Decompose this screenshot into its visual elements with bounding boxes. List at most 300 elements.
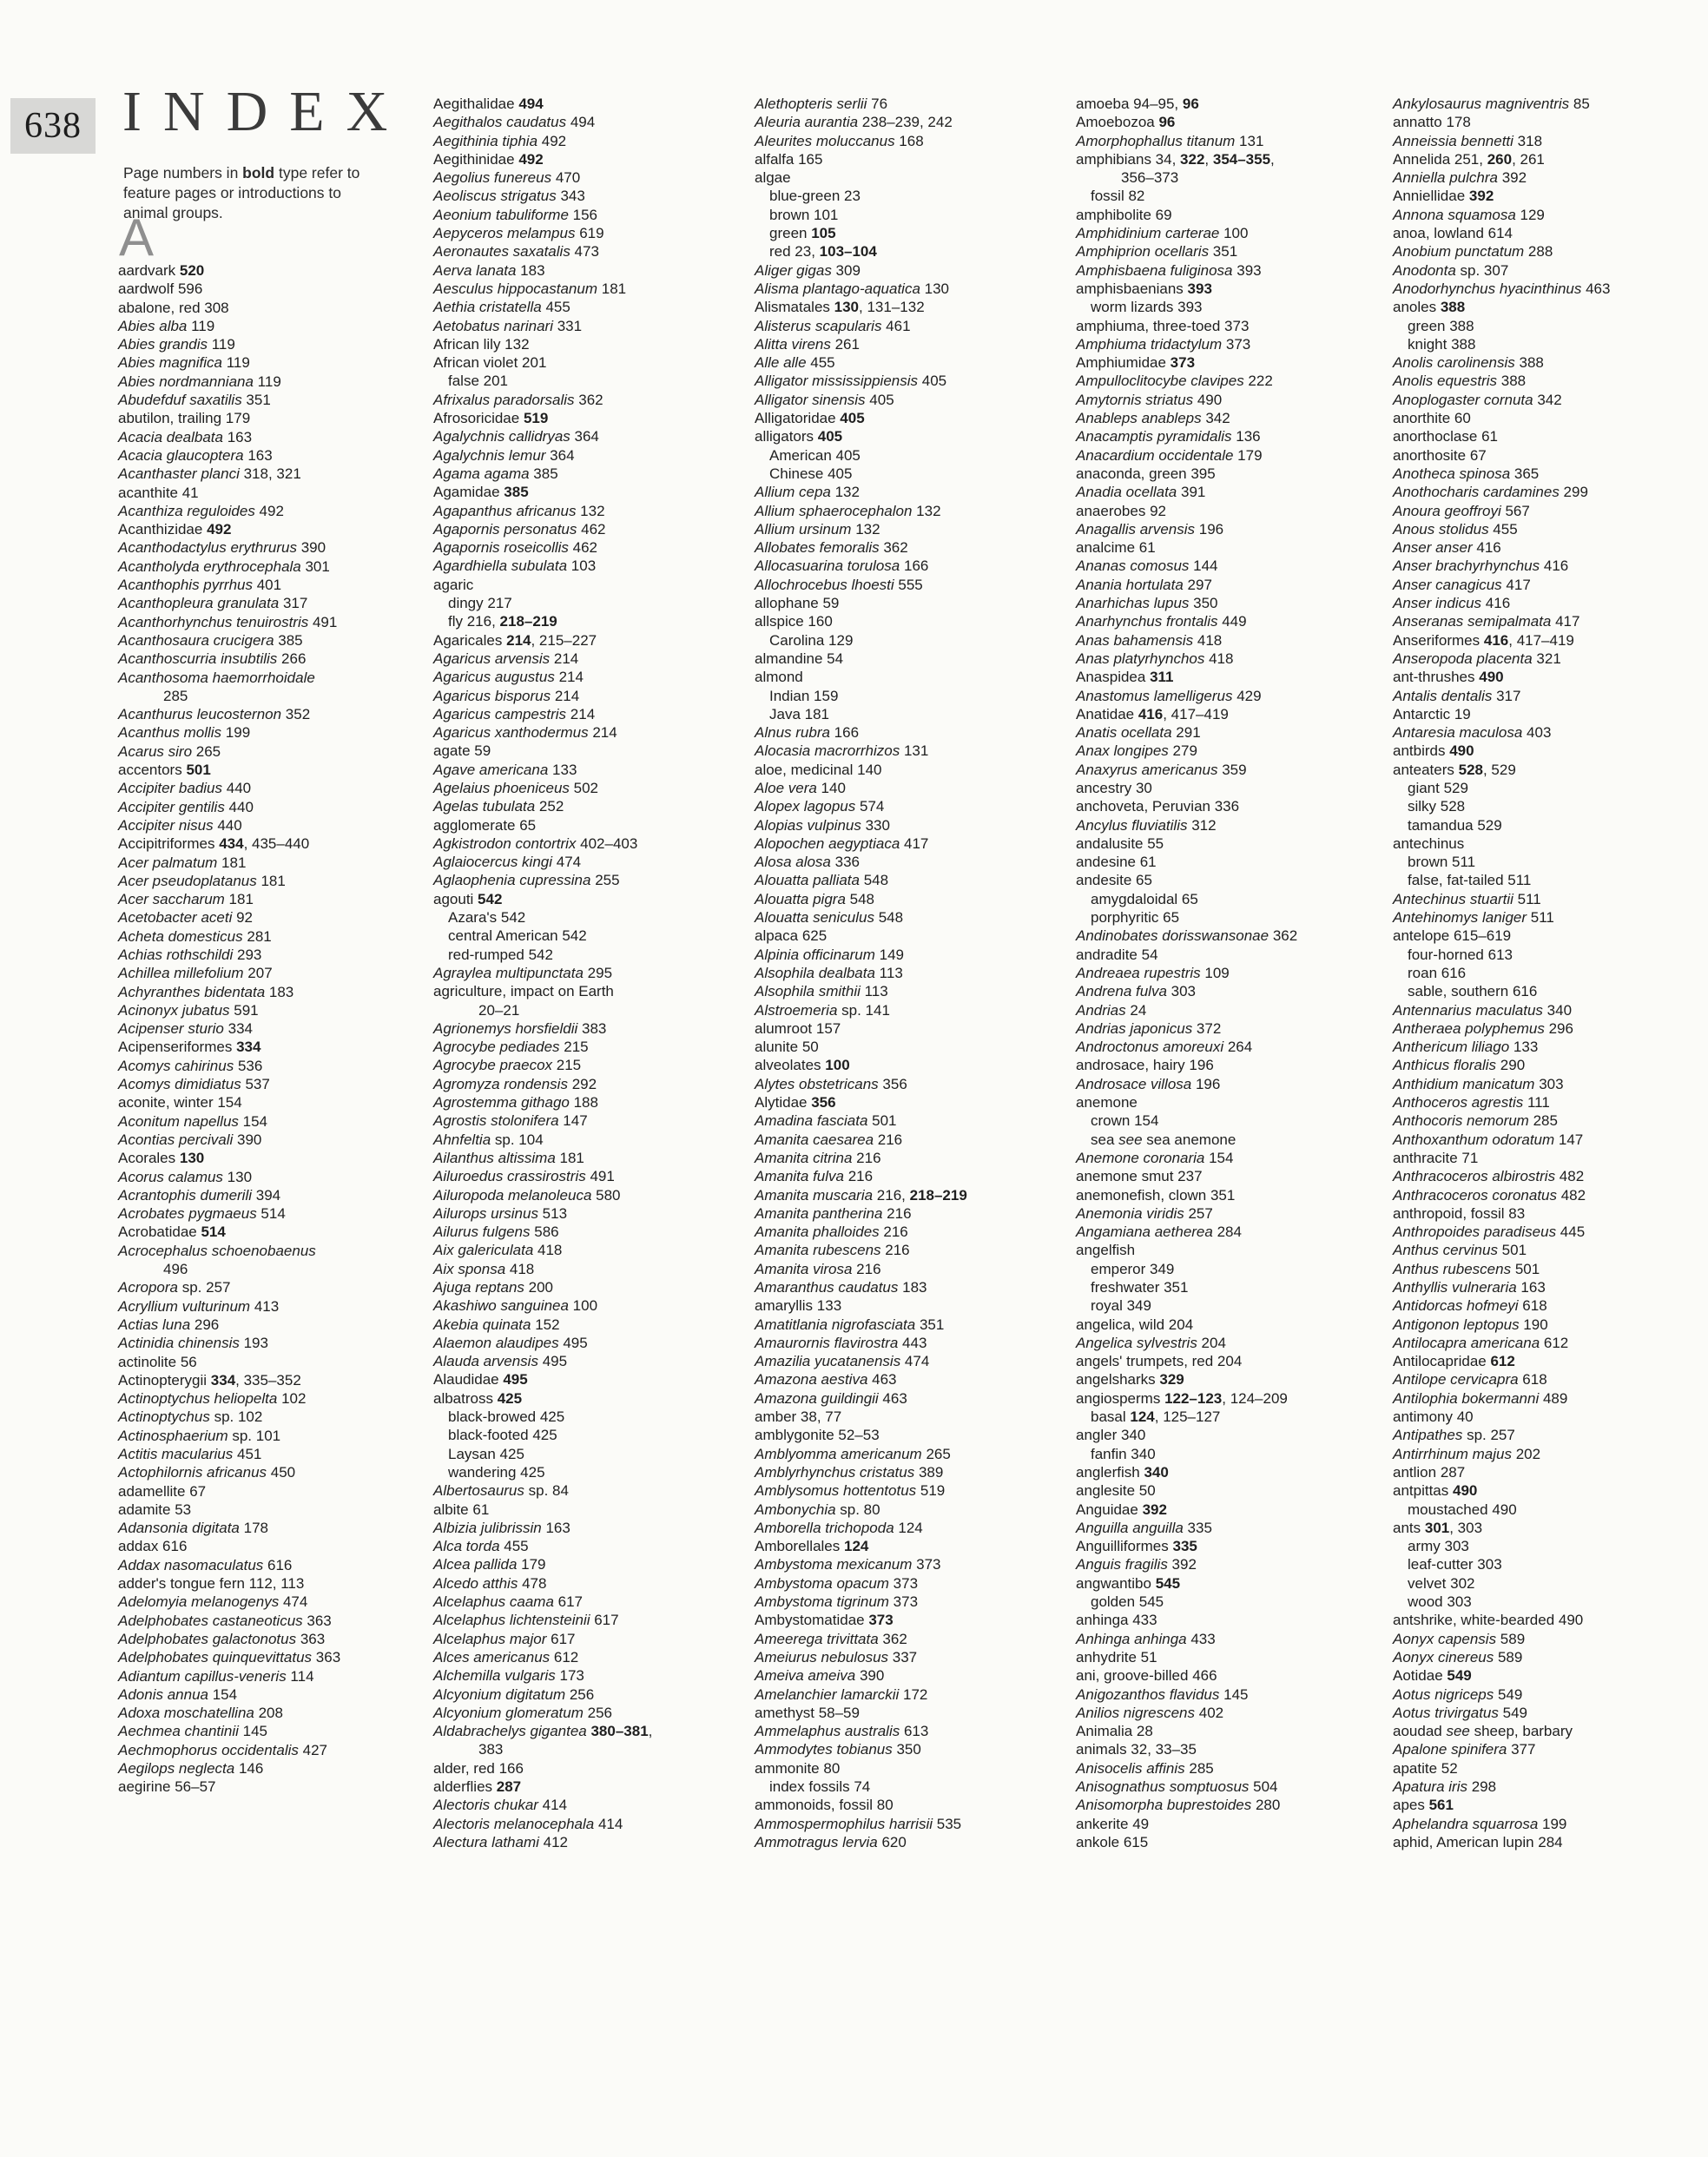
index-entry: Anthocoris nemorum 285	[1393, 1112, 1558, 1130]
page-number-badge	[10, 98, 96, 154]
index-entry: anhydrite 51	[1076, 1648, 1157, 1666]
index-entry: freshwater 351	[1091, 1279, 1189, 1296]
index-entry: Anaxyrus americanus 359	[1076, 761, 1247, 778]
index-entry: Antarctic 19	[1393, 705, 1471, 722]
index-entry: crown 154	[1091, 1112, 1159, 1130]
index-entry: Ampulloclitocybe clavipes 222	[1076, 373, 1273, 390]
index-entry: Ambystoma mexicanum 373	[755, 1556, 941, 1573]
index-entry: sea see sea anemone	[1091, 1131, 1236, 1148]
index-entry: Alocasia macrorrhizos 131	[755, 742, 929, 760]
index-entry: Agama agama 385	[433, 465, 558, 482]
index-entry: ant-thrushes 490	[1393, 669, 1504, 686]
index-entry: Androctonus amoreuxi 264	[1076, 1039, 1253, 1056]
index-entry: Acer pseudoplatanus 181	[118, 872, 286, 889]
index-entry: Aethia cristatella 455	[433, 299, 570, 316]
index-entry: Adansonia digitata 178	[118, 1520, 268, 1537]
index-entry: Actinoptychus sp. 102	[118, 1408, 263, 1426]
index-entry: adamellite 67	[118, 1482, 207, 1500]
index-entry: Amanita phalloides 216	[755, 1224, 908, 1241]
index-entry: Amborella trichopoda 124	[755, 1519, 923, 1536]
index-entry: anemonefish, clown 351	[1076, 1186, 1236, 1204]
index-entry: Adelphobates castaneoticus 363	[118, 1612, 332, 1629]
index-entry: Agalychnis lemur 364	[433, 446, 575, 464]
index-entry: ankerite 49	[1076, 1815, 1150, 1832]
index-entry: Anas bahamensis 418	[1076, 631, 1223, 649]
index-entry: Agardhiella subulata 103	[433, 557, 597, 575]
index-entry: Abies magnifica 119	[118, 354, 250, 372]
index-entry: Anseropoda placenta 321	[1393, 650, 1561, 667]
index-entry: Actophilornis africanus 450	[118, 1464, 296, 1481]
index-entry: Actinidia chinensis 193	[118, 1335, 268, 1352]
index-entry: Anous stolidus 455	[1393, 520, 1518, 538]
index-entry: 356–373	[1121, 169, 1179, 187]
index-column-1	[118, 261, 432, 1797]
index-entry: Alcedo atthis 478	[433, 1574, 547, 1592]
index-entry: addax 616	[118, 1538, 188, 1555]
index-entry: Aeonium tabuliforme 156	[433, 206, 598, 223]
index-entry: anteaters 528, 529	[1393, 761, 1516, 778]
index-entry: Acrobates pygmaeus 514	[118, 1205, 286, 1223]
index-entry: Ameiva ameiva 390	[755, 1667, 885, 1685]
index-entry: albite 61	[433, 1501, 490, 1518]
index-entry: Akashiwo sanguinea 100	[433, 1297, 598, 1315]
index-entry: Alaudidae 495	[433, 1371, 528, 1389]
index-entry: Alsophila smithii 113	[755, 983, 888, 1000]
index-entry: Amadina fasciata 501	[755, 1112, 897, 1130]
index-entry: royal 349	[1091, 1297, 1151, 1315]
index-entry: amphibolite 69	[1076, 206, 1172, 223]
index-entry: black-browed 425	[448, 1408, 565, 1426]
index-entry: Agalychnis callidryas 364	[433, 428, 599, 445]
index-entry: Amelanchier lamarckii 172	[755, 1685, 928, 1703]
index-entry: Antigonon leptopus 190	[1393, 1316, 1548, 1333]
index-entry: Acomys cahirinus 536	[118, 1057, 263, 1074]
index-entry: apatite 52	[1393, 1759, 1458, 1777]
index-entry: Angamiana aetherea 284	[1076, 1224, 1242, 1241]
index-entry: Agapornis roseicollis 462	[433, 539, 597, 557]
index-entry: Aerva lanata 183	[433, 261, 545, 279]
index-entry: agaric	[433, 576, 474, 593]
index-entry: Antilophia bokermanni 489	[1393, 1389, 1568, 1407]
index-entry: Adonis annua 154	[118, 1685, 238, 1703]
index-entry: Allochrocebus lhoesti 555	[755, 576, 923, 593]
index-entry: anorthoclase 61	[1393, 428, 1498, 445]
index-entry: Abies nordmanniana 119	[118, 373, 281, 390]
index-entry: Acanthus mollis 199	[118, 724, 251, 742]
index-entry: Anguilla anguilla 335	[1076, 1519, 1212, 1536]
index-entry: anthropoid, fossil 83	[1393, 1204, 1526, 1222]
index-entry: ants 301, 303	[1393, 1519, 1483, 1536]
index-entry: angels' trumpets, red 204	[1076, 1353, 1243, 1370]
index-entry: angwantibo 545	[1076, 1574, 1181, 1592]
index-entry: Aliger gigas 309	[755, 261, 861, 279]
index-entry: amber 38, 77	[755, 1408, 842, 1426]
intro-note: Page numbers in bold type refer to feature pages or introductions to animal groups.	[123, 164, 360, 221]
index-entry: Antidorcas hofmeyi 618	[1393, 1297, 1547, 1315]
index-entry: Acorales 130	[118, 1150, 205, 1167]
index-entry: Agrocybe praecox 215	[433, 1057, 582, 1074]
index-entry: Alligatoridae 405	[755, 410, 865, 427]
index-entry: blue-green 23	[769, 188, 861, 205]
index-entry: ani, groove-billed 466	[1076, 1667, 1217, 1685]
index-entry: analcime 61	[1076, 539, 1156, 557]
index-entry: Agrostis stolonifera 147	[433, 1112, 588, 1130]
index-entry: alumroot 157	[755, 1019, 841, 1037]
index-entry: velvet 302	[1408, 1574, 1475, 1592]
index-entry: Addax nasomaculatus 616	[118, 1556, 293, 1573]
index-entry: Anthus rubescens 501	[1393, 1260, 1540, 1277]
index-entry: Acropora sp. 257	[118, 1279, 231, 1296]
page-number: 638	[24, 106, 82, 146]
index-entry: Anser indicus 416	[1393, 595, 1511, 612]
index-entry: Aesculus hippocastanum 181	[433, 280, 627, 297]
index-entry: Alca torda 455	[433, 1538, 529, 1555]
index-entry: brown 511	[1408, 854, 1476, 871]
index-entry: Aglaophenia cupressina 255	[433, 872, 620, 889]
index-entry: Alopochen aegyptiaca 417	[755, 834, 929, 852]
index-entry: Anthropoides paradiseus 445	[1393, 1224, 1586, 1241]
index-entry: Agaricus arvensis 214	[433, 650, 579, 667]
index-entry: antelope 615–619	[1393, 927, 1512, 945]
index-entry: antimony 40	[1393, 1408, 1474, 1426]
index-entry: Alnus rubra 166	[755, 724, 860, 742]
index-entry: alligators 405	[755, 428, 843, 445]
index-entry: Anarhynchus frontalis 449	[1076, 613, 1247, 630]
index-entry: red-rumped 542	[448, 946, 553, 963]
index-entry: American 405	[769, 446, 861, 464]
index-entry: Aotus nigriceps 549	[1393, 1685, 1523, 1703]
index-entry: Alectoris melanocephala 414	[433, 1815, 623, 1832]
index-entry: antpittas 490	[1393, 1482, 1478, 1500]
index-entry: Allocasuarina torulosa 166	[755, 557, 929, 575]
index-entry: Azara's 542	[448, 909, 526, 927]
index-entry: Anthracoceros albirostris 482	[1393, 1168, 1585, 1185]
index-entry: Andrena fulva 303	[1076, 983, 1196, 1000]
index-entry: porphyritic 65	[1091, 909, 1180, 927]
index-entry: Agrionemys horsfieldii 383	[433, 1019, 607, 1037]
index-entry: Angelica sylvestris 204	[1076, 1334, 1226, 1351]
index-entry: Anisocelis affinis 285	[1076, 1759, 1214, 1777]
index-entry: Antechinus stuartii 511	[1393, 890, 1541, 907]
index-entry: Antilope cervicapra 618	[1393, 1371, 1547, 1389]
index-entry: Alouatta seniculus 548	[755, 909, 904, 927]
index-entry: dingy 217	[448, 595, 512, 612]
index-entry: Achillea millefolium 207	[118, 965, 273, 982]
index-entry: Alchemilla vulgaris 173	[433, 1667, 584, 1685]
index-entry: Chinese 405	[769, 465, 853, 482]
index-entry: Anacardium occidentale 179	[1076, 446, 1263, 464]
index-entry: Allium sphaerocephalon 132	[755, 502, 941, 519]
index-entry: Aconitum napellus 154	[118, 1112, 268, 1130]
index-entry: Ailanthus altissima 181	[433, 1149, 584, 1166]
index-entry: Agromyza rondensis 292	[433, 1075, 597, 1092]
index-entry: angiosperms 122–123, 124–209	[1076, 1389, 1288, 1407]
index-entry: Amaurornis flavirostra 443	[755, 1334, 927, 1351]
index-entry: Antalis dentalis 317	[1393, 687, 1521, 704]
index-entry: Ananas comosus 144	[1076, 557, 1218, 575]
index-entry: antbirds 490	[1393, 742, 1474, 760]
index-entry: Alcelaphus caama 617	[433, 1593, 584, 1611]
index-entry: Acarus siro 265	[118, 742, 221, 760]
index-entry: angelfish	[1076, 1242, 1136, 1259]
index-entry: Amanita muscaria 216, 218–219	[755, 1186, 967, 1204]
index-entry: ancestry 30	[1076, 779, 1152, 796]
index-entry: Amoebozoa 96	[1076, 114, 1176, 131]
index-entry: Ameerega trivittata 362	[755, 1630, 907, 1647]
index-entry: amethyst 58–59	[755, 1704, 860, 1721]
index-entry: Anniellidae 392	[1393, 188, 1494, 205]
index-entry: antlion 287	[1393, 1463, 1466, 1481]
index-entry: Ahnfeltia sp. 104	[433, 1131, 544, 1148]
index-entry: Amanita virosa 216	[755, 1260, 881, 1277]
index-entry: Anniella pulchra 392	[1393, 169, 1527, 187]
index-entry: Allium ursinum 132	[755, 520, 880, 538]
index-entry: Acer palmatum 181	[118, 854, 247, 871]
index-entry: Andrias japonicus 372	[1076, 1019, 1222, 1037]
index-entry: Ameiurus nebulosus 337	[755, 1648, 918, 1666]
index-entry: Anguilliformes 335	[1076, 1538, 1197, 1555]
index-entry: index fossils 74	[769, 1778, 871, 1796]
index-entry: Abudefduf saxatilis 351	[118, 392, 271, 409]
index-entry: fossil 82	[1091, 188, 1145, 205]
index-entry: Aechmophorus occidentalis 427	[118, 1741, 327, 1758]
index-entry: Anser brachyrhynchus 416	[1393, 557, 1569, 575]
index-entry: leaf-cutter 303	[1408, 1556, 1502, 1573]
index-entry: Anotheca spinosa 365	[1393, 465, 1540, 482]
index-entry: anglesite 50	[1076, 1482, 1156, 1500]
index-entry: adamite 53	[118, 1501, 192, 1518]
index-entry: angler 340	[1076, 1427, 1146, 1444]
index-entry: Accipiter nisus 440	[118, 816, 242, 834]
index-entry: Antilocapridae 612	[1393, 1353, 1515, 1370]
index-entry: Anthericum liliago 133	[1393, 1039, 1539, 1056]
index-entry: Antipathes sp. 257	[1393, 1427, 1515, 1444]
index-entry: four-horned 613	[1408, 946, 1513, 963]
index-entry: andesite 65	[1076, 872, 1152, 889]
index-entry: Agaricus augustus 214	[433, 669, 584, 686]
index-entry: Agelaius phoeniceus 502	[433, 779, 598, 796]
index-entry: adder's tongue fern 112, 113	[118, 1575, 305, 1593]
index-entry: Aix sponsa 418	[433, 1260, 535, 1277]
index-entry: anoles 388	[1393, 299, 1466, 316]
index-entry: 383	[478, 1741, 504, 1758]
index-entry: fanfin 340	[1091, 1445, 1156, 1462]
index-entry: Anadia ocellata 391	[1076, 484, 1206, 501]
index-entry: Amanita fulva 216	[755, 1168, 874, 1185]
index-entry: red 23, 103–104	[769, 243, 877, 261]
index-entry: albatross 425	[433, 1389, 523, 1407]
index-entry: Anolis carolinensis 388	[1393, 354, 1544, 372]
index-entry: ammonoids, fossil 80	[755, 1797, 894, 1814]
index-entry: Amphiumidae 373	[1076, 354, 1196, 372]
index-entry: algae	[755, 169, 791, 187]
page-title: INDEX	[122, 80, 410, 143]
index-entry: Anaspidea 311	[1076, 669, 1174, 686]
index-column-2	[433, 95, 748, 1851]
index-entry: Amazilia yucatanensis 474	[755, 1353, 930, 1370]
index-entry: antechinus	[1393, 834, 1465, 852]
index-entry: 285	[163, 687, 188, 704]
index-entry: Allobates femoralis 362	[755, 539, 908, 557]
index-entry: Agapanthus africanus 132	[433, 502, 605, 519]
index-entry: Agrocybe pediades 215	[433, 1039, 589, 1056]
index-entry: aardwolf 596	[118, 280, 203, 298]
index-entry: andradite 54	[1076, 946, 1158, 963]
index-entry: fly 216, 218–219	[448, 613, 557, 630]
index-entry: Alligator mississippiensis 405	[755, 373, 947, 390]
index-entry: Ailurops ursinus 513	[433, 1204, 568, 1222]
index-entry: Amanita rubescens 216	[755, 1242, 910, 1259]
index-entry: Amanita pantherina 216	[755, 1204, 912, 1222]
index-entry: alder, red 166	[433, 1759, 524, 1777]
index-entry: Afrosoricidae 519	[433, 410, 549, 427]
index-entry: alfalfa 165	[755, 150, 823, 168]
index-entry: Alcyonium glomeratum 256	[433, 1704, 612, 1721]
index-entry: Ambystoma tigrinum 373	[755, 1593, 919, 1611]
index-entry: Alopex lagopus 574	[755, 798, 885, 815]
index-entry: Ailurus fulgens 586	[433, 1224, 559, 1241]
index-entry: Agaricus bisporus 214	[433, 687, 580, 704]
index-entry: Animalia 28	[1076, 1723, 1153, 1740]
index-entry: basal 124, 125–127	[1091, 1408, 1221, 1426]
index-entry: emperor 349	[1091, 1260, 1175, 1277]
index-entry: Amatitlania nigrofasciata 351	[755, 1316, 945, 1333]
index-entry: Acanthaster planci 318, 321	[118, 465, 301, 483]
index-entry: Anser anser 416	[1393, 539, 1501, 557]
index-entry: green 105	[769, 225, 836, 242]
index-entry: Adelomyia melanogenys 474	[118, 1593, 308, 1611]
index-entry: Actinosphaerium sp. 101	[118, 1427, 281, 1444]
index-entry: Achias rothschildi 293	[118, 946, 262, 963]
index-entry: aoudad see sheep, barbary	[1393, 1723, 1573, 1740]
index-entry: Accipiter badius 440	[118, 780, 252, 797]
index-entry: Ambystoma opacum 373	[755, 1574, 919, 1592]
index-entry: Antirrhinum majus 202	[1393, 1445, 1541, 1462]
index-entry: Amytornis striatus 490	[1076, 391, 1223, 408]
index-entry: Aegithalidae 494	[433, 96, 544, 112]
index-entry: Aegithinia tiphia 492	[433, 132, 567, 149]
index-entry: black-footed 425	[448, 1427, 557, 1444]
index-entry: Ailuroedus crassirostris 491	[433, 1168, 615, 1185]
index-entry: Alcea pallida 179	[433, 1556, 546, 1573]
index-entry: knight 388	[1408, 335, 1476, 353]
index-entry: Acanthizidae 492	[118, 521, 232, 538]
index-entry: Acacia dealbata 163	[118, 428, 253, 445]
index-entry: Agelas tubulata 252	[433, 798, 564, 815]
index-entry: angelica, wild 204	[1076, 1316, 1194, 1333]
index-entry: Anthicus floralis 290	[1393, 1057, 1526, 1074]
index-entry: antshrike, white-bearded 490	[1393, 1612, 1584, 1629]
index-entry: androsace, hairy 196	[1076, 1057, 1214, 1074]
index-entry: agouti 542	[433, 890, 503, 907]
index-entry: Amborellales 124	[755, 1538, 869, 1555]
index-entry: Acontias percivali 390	[118, 1131, 262, 1148]
index-entry: roan 616	[1408, 964, 1467, 981]
index-entry: Aphelandra squarrosa 199	[1393, 1815, 1567, 1832]
index-entry: Aix galericulata 418	[433, 1242, 563, 1259]
index-entry: Anisomorpha buprestoides 280	[1076, 1797, 1281, 1814]
index-entry: Anarhichas lupus 350	[1076, 595, 1218, 612]
index-entry: Actitis macularius 451	[118, 1446, 262, 1462]
index-column-3	[755, 95, 1069, 1851]
index-entry: Amphidinium carterae 100	[1076, 225, 1249, 242]
index-entry: abalone, red 308	[118, 299, 229, 316]
index-entry: almandine 54	[755, 650, 844, 667]
index-entry: Antehinomys laniger 511	[1393, 909, 1554, 927]
index-entry: Anthoxanthum odoratum 147	[1393, 1131, 1584, 1148]
index-entry: Actinopterygii 334, 335–352	[118, 1371, 301, 1389]
index-entry: Anoura geoffroyi 567	[1393, 502, 1530, 519]
index-entry: Anacamptis pyramidalis 136	[1076, 428, 1261, 445]
index-entry: Alectura lathami 412	[433, 1833, 568, 1850]
index-entry: Aepyceros melampus 619	[433, 225, 604, 242]
index-column-5	[1393, 95, 1704, 1851]
index-column-4	[1076, 95, 1390, 1851]
index-entry: Agaricus xanthodermus 214	[433, 724, 617, 742]
index-entry: Albizia julibrissin 163	[433, 1519, 570, 1536]
index-entry: Acanthoscurria insubtilis 266	[118, 650, 307, 668]
index-entry: Anguidae 392	[1076, 1501, 1167, 1518]
index-entry: anaconda, green 395	[1076, 465, 1216, 482]
index-entry: Ambystomatidae 373	[755, 1612, 894, 1629]
index-entry: Amazona aestiva 463	[755, 1371, 897, 1389]
index-entry: amblygonite 52–53	[755, 1427, 880, 1444]
index-entry: army 303	[1408, 1538, 1469, 1555]
index-entry: amphiuma, three-toed 373	[1076, 317, 1250, 334]
index-entry: Anodorhynchus hyacinthinus 463	[1393, 280, 1611, 297]
index-entry: false 201	[448, 373, 508, 390]
index-entry: Apalone spinifera 377	[1393, 1741, 1536, 1758]
index-entry: anoa, lowland 614	[1393, 225, 1513, 242]
index-entry: anemone smut 237	[1076, 1168, 1203, 1185]
index-entry: Anhinga anhinga 433	[1076, 1630, 1216, 1647]
index-entry: Agaricales 214, 215–227	[433, 631, 597, 649]
index-entry: Amblyomma americanum 265	[755, 1445, 951, 1462]
index-entry: Acanthiza reguloides 492	[118, 502, 284, 519]
index-entry: animals 32, 33–35	[1076, 1741, 1197, 1758]
index-entry: Adiantum capillus-veneris 114	[118, 1667, 314, 1685]
index-entry: Anisognathus somptuosus 504	[1076, 1778, 1278, 1796]
index-entry: Anneissia bennetti 318	[1393, 132, 1543, 149]
index-entry: 496	[163, 1261, 188, 1278]
index-entry: angelsharks 329	[1076, 1371, 1184, 1389]
index-entry: Andinobates dorisswansonae 362	[1076, 927, 1298, 945]
index-entry: Aonyx cinereus 589	[1393, 1648, 1523, 1666]
index-entry: Alaemon alaudipes 495	[433, 1334, 588, 1351]
index-entry: tamandua 529	[1408, 816, 1502, 834]
index-entry: andalusite 55	[1076, 834, 1164, 852]
section-letter-a: A	[119, 208, 155, 267]
index-entry: Alopias vulpinus 330	[755, 816, 890, 834]
index-entry: Ajuga reptans 200	[433, 1279, 553, 1296]
index-entry: Acorus calamus 130	[118, 1168, 253, 1185]
index-entry: Anodonta sp. 307	[1393, 261, 1509, 279]
index-entry: Anolis equestris 388	[1393, 373, 1527, 390]
index-entry: Anobium punctatum 288	[1393, 243, 1553, 261]
index-entry: Agapornis personatus 462	[433, 520, 606, 538]
index-entry: abutilon, trailing 179	[118, 410, 251, 427]
index-entry: Acanthurus leucosternon 352	[118, 706, 311, 723]
index-entry: Anothocharis cardamines 299	[1393, 484, 1588, 501]
index-entry: Acanthosaura crucigera 385	[118, 631, 303, 649]
index-entry: anchoveta, Peruvian 336	[1076, 798, 1240, 815]
index-entry: Alle alle 455	[755, 354, 835, 372]
index-entry: Anigozanthos flavidus 145	[1076, 1685, 1249, 1703]
index-entry: Agave americana 133	[433, 761, 577, 778]
index-entry: Anthoceros agrestis 111	[1393, 1094, 1550, 1111]
index-entry: Acer saccharum 181	[118, 891, 254, 908]
index-entry: silky 528	[1408, 798, 1466, 815]
